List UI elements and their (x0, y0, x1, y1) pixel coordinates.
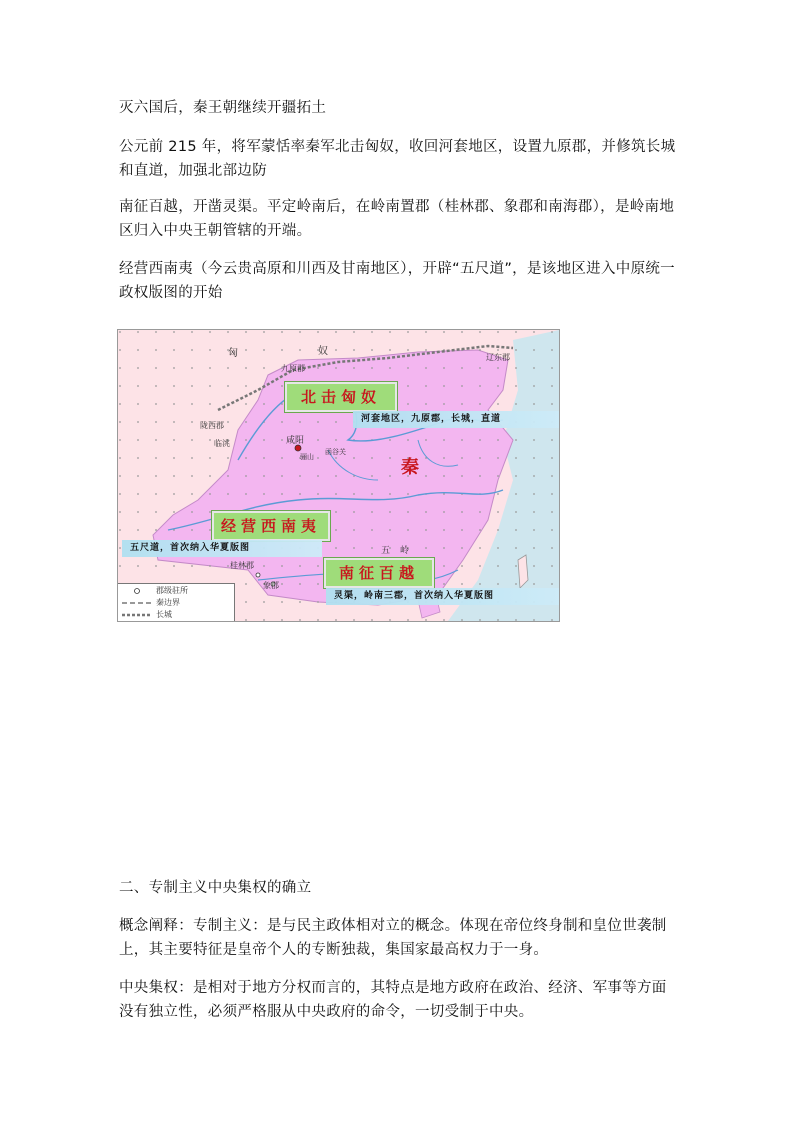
paragraph-southwest: 经营西南夷（今云贵高原和川西及甘南地区），开辟“五尺道”，是该地区进入中原统一政权版图的开始 (119, 261, 675, 301)
map-label-ling: 岭 (400, 546, 410, 556)
map-label-xiong: 匈 (228, 348, 238, 359)
paragraph-intro: 灭六国后，秦王朝继续开疆拓土 (119, 100, 327, 116)
paragraph-south: 南征百越，开凿灵渠。平定岭南后，在岭南置郡（桂林郡、象郡和南海郡），是岭南地区归入中央王朝管辖的开端。 (119, 199, 675, 239)
strip-north: 河套地区，九原郡，长城，直道 (353, 411, 559, 428)
map-label-qin: 秦 (401, 457, 419, 478)
section-heading-centralization: 二、专制主义中央集权的确立 (119, 880, 312, 896)
seat-marker (256, 573, 260, 577)
map-label-lishan: 骊山 (300, 453, 314, 461)
map-label-hangu: 函谷关 (325, 448, 346, 456)
legend-wall-symbol (122, 610, 152, 620)
map-label-xiangjun: 象郡 (263, 581, 279, 590)
legend-row-wall (122, 609, 172, 620)
map-label-guilin: 桂林郡 (230, 561, 254, 570)
map-label-xianyang: 咸阳 (286, 436, 305, 446)
map-label-liaodong: 辽东郡 (486, 353, 510, 362)
banner-north-xiongnu: 北击匈奴 (285, 382, 397, 412)
paragraph-centralization-definition: 中央集权：是相对于地方分权而言的，其特点是地方政府在政治、经济、军事等方面没有独立性，必须严格服从中央政府的命令，一切受制于中央。 (119, 980, 667, 1020)
legend-seat-symbol (122, 586, 152, 596)
legend-seat-label: 郡级驻所 (156, 586, 188, 595)
paragraph-autocracy-definition: 概念阐释：专制主义：是与民主政体相对立的概念。体现在帝位终身制和皇位世袭制上，其主要特征是皇帝个人的专断独裁，集国家最高权力于一身。 (119, 918, 667, 958)
qin-territory-map (117, 329, 560, 622)
strip-southwest: 五尺道，首次纳入华夏版图 (122, 540, 322, 557)
map-label-linzhao: 临洮 (214, 439, 230, 448)
legend-border-symbol (122, 598, 152, 608)
legend-row-seat (122, 585, 188, 596)
paragraph-north: 公元前 215 年，将军蒙恬率秦军北击匈奴，收回河套地区，设置九原郡，并修筑长城和直道，加强北部边防 (119, 139, 676, 179)
strip-south: 灵渠，岭南三郡，首次纳入华夏版图 (326, 588, 559, 605)
map-label-longxi: 陇西郡 (200, 421, 224, 430)
legend-wall-label: 长城 (156, 610, 172, 619)
map-label-nu: 奴 (318, 346, 328, 357)
map-legend (118, 583, 235, 621)
banner-south-baiyue: 南征百越 (324, 558, 434, 588)
map-label-wu: 五 (381, 546, 391, 556)
map-label-jiuyuan: 九原郡 (281, 364, 305, 373)
legend-row-border (122, 597, 180, 608)
legend-border-label: 秦边界 (156, 598, 180, 607)
banner-southwest-yi: 经营西南夷 (212, 511, 330, 541)
